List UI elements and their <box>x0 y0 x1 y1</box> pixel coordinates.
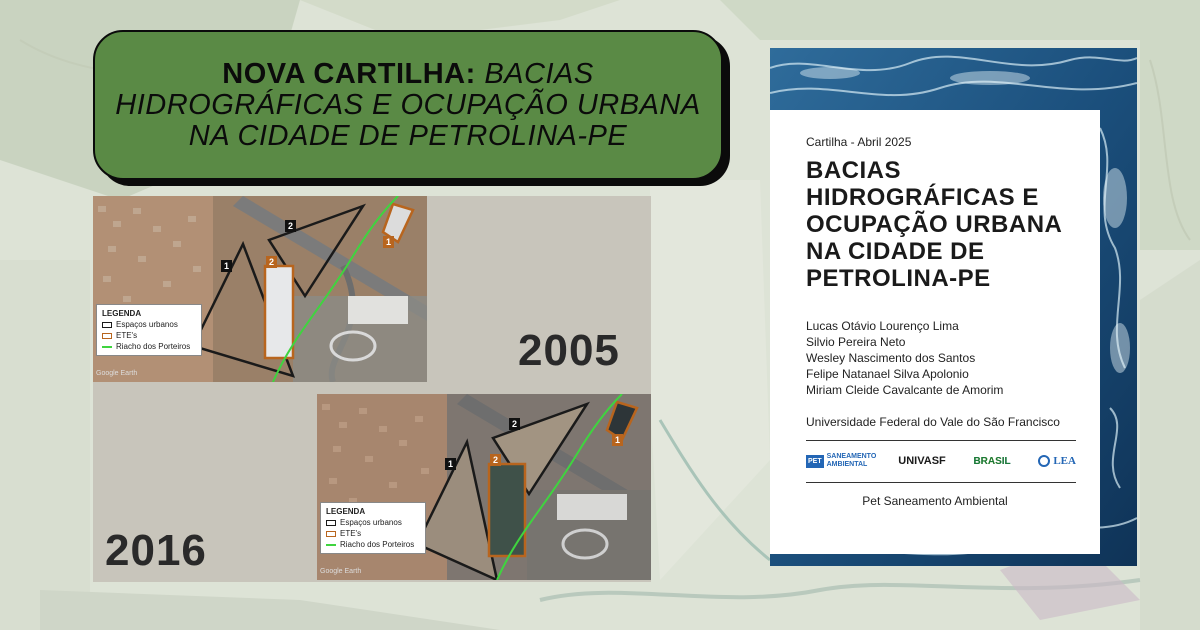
author: Silvio Pereira Neto <box>806 335 906 349</box>
pet-saneamento-logo <box>806 453 877 469</box>
author: Wesley Nascimento dos Santos <box>806 351 976 365</box>
legend-row-urban <box>326 517 420 528</box>
legend-label: Riacho dos Porteiros <box>116 342 191 351</box>
legend-label: ETE's <box>116 331 138 340</box>
urban-swatch <box>102 322 112 328</box>
legend-label: ETE's <box>340 529 362 538</box>
satellite-image-2005 <box>93 196 427 382</box>
pet-mark-text: PET <box>936 518 966 546</box>
banner-rest: BACIAS HIDROGRÁFICAS E OCUPAÇÃO URBANA NA CIDADE DE PETROLINA-PE <box>115 57 701 152</box>
pet-badge-icon: PET <box>806 455 824 468</box>
logo-row <box>806 446 1076 476</box>
legend-title: LEGENDA <box>326 507 366 516</box>
cover-title: BACIAS HIDROGRÁFICAS E OCUPAÇÃO URBANA NA CIDADE DE PETROLINA-PE <box>806 157 1062 292</box>
legend-row-stream <box>326 539 420 550</box>
cartilha-cover <box>770 48 1137 566</box>
governo-brasil-logo <box>973 456 1010 467</box>
author: Miriam Cleide Cavalcante de Amorim <box>806 383 1004 397</box>
ete-label-1: 1 <box>383 236 394 248</box>
ete-swatch <box>102 333 112 339</box>
title-banner <box>93 30 723 180</box>
legend-row-urban <box>102 319 196 330</box>
ete-label-2: 2 <box>490 454 501 466</box>
year-2005: 2005 <box>518 326 620 375</box>
legend-row-ete <box>326 528 420 539</box>
brasil-text: BRASIL <box>973 455 1011 467</box>
univasf-text: UNIVASF <box>898 455 946 467</box>
banner-lead: NOVA CARTILHA: <box>222 57 476 90</box>
legend-label: Espaços urbanos <box>340 518 402 527</box>
legend-label: Espaços urbanos <box>116 320 178 329</box>
banner-title <box>113 59 703 152</box>
author: Lucas Otávio Lourenço Lima <box>806 319 959 333</box>
univasf-logo <box>898 455 945 467</box>
area-label-1: 1 <box>221 260 232 272</box>
gear-icon <box>1038 455 1050 467</box>
legend-2005 <box>96 304 202 356</box>
ete-label-2: 2 <box>266 256 277 268</box>
urban-swatch <box>326 520 336 526</box>
saneamento-text: SANEAMENTO AMBIENTAL <box>826 453 877 468</box>
google-earth-credit: Google Earth <box>320 568 362 575</box>
ete-label-1: 1 <box>612 434 623 446</box>
legend-label: Riacho dos Porteiros <box>340 540 415 549</box>
authors-list <box>806 318 1003 398</box>
cover-footer: Pet Saneamento Ambiental <box>862 494 1008 508</box>
ete-swatch <box>326 531 336 537</box>
area-label-2: 2 <box>509 418 520 430</box>
satellite-image-2016 <box>317 394 651 580</box>
author: Felipe Natanael Silva Apolonio <box>806 367 969 381</box>
stream-swatch <box>102 346 112 348</box>
google-earth-credit: Google Earth <box>96 370 138 377</box>
pet-mark-icon <box>936 518 970 552</box>
year-2016: 2016 <box>105 526 207 575</box>
divider <box>806 482 1076 483</box>
area-label-1: 1 <box>445 458 456 470</box>
comparison-panel <box>93 196 651 582</box>
area-label-2: 2 <box>285 220 296 232</box>
stream-swatch <box>326 544 336 546</box>
cover-subtitle: Cartilha - Abril 2025 <box>806 135 912 149</box>
cover-card <box>770 110 1100 554</box>
legend-row-ete <box>102 330 196 341</box>
lea-logo <box>1038 455 1076 467</box>
university: Universidade Federal do Vale do São Francisco <box>806 415 1060 429</box>
legend-title: LEGENDA <box>102 309 142 318</box>
legend-2016 <box>320 502 426 554</box>
legend-row-stream <box>102 341 196 352</box>
lea-text: LEA <box>1053 455 1076 467</box>
divider <box>806 440 1076 441</box>
